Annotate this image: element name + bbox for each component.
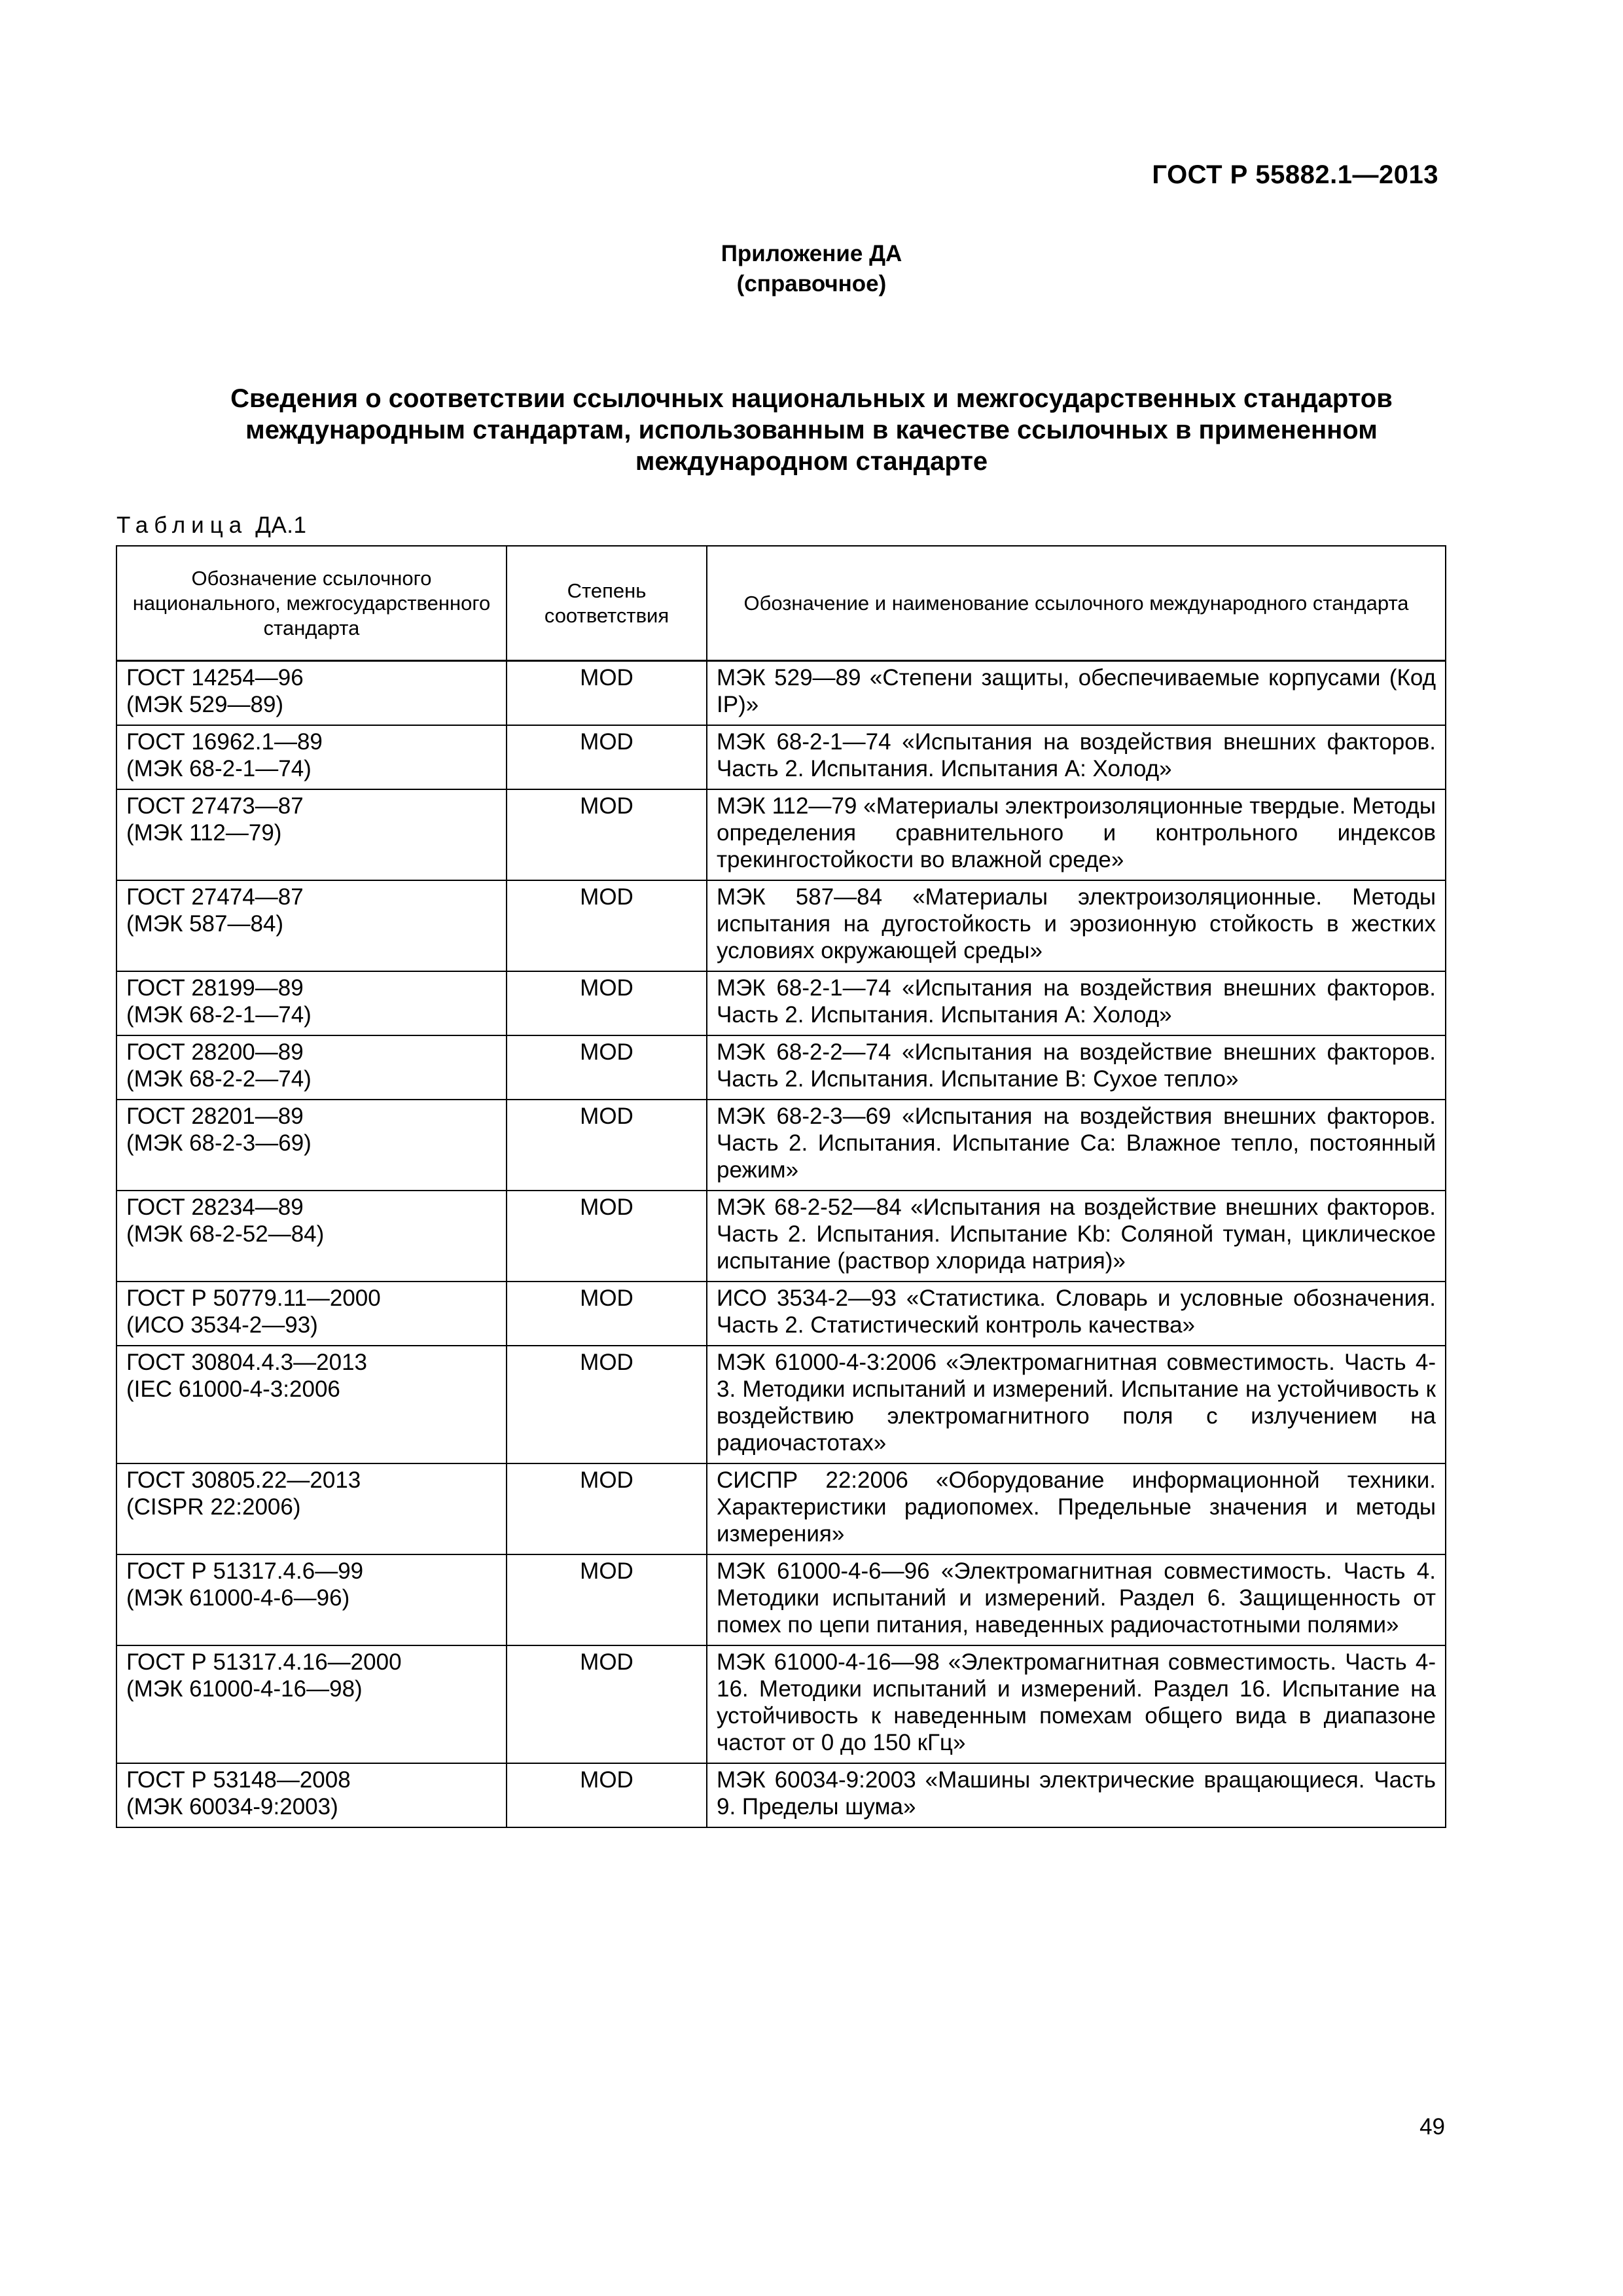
appendix-title: Приложение ДА <box>721 241 902 266</box>
national-standard-cell <box>116 1100 507 1191</box>
national-standard-reference: (МЭК 587—84) <box>126 911 284 937</box>
international-standard-cell: МЭК 112—79 «Материалы электроизоляционные твердые. Методы определения сравнительного и контрольного индексов трекингостойкости во влажной среде» <box>707 789 1446 880</box>
national-standard-code: ГОСТ 27474—87 <box>126 884 304 910</box>
table-row <box>116 661 1446 726</box>
national-standard-code: ГОСТ 16962.1—89 <box>126 729 323 755</box>
national-standard-reference: (МЭК 529—89) <box>126 692 284 717</box>
document-code: ГОСТ Р 55882.1—2013 <box>1152 160 1438 189</box>
table-row <box>116 789 1446 880</box>
table-row <box>116 1763 1446 1827</box>
table-row <box>116 1100 1446 1191</box>
national-standard-cell <box>116 789 507 880</box>
national-standard-reference: (МЭК 68-2-3—69) <box>126 1130 312 1156</box>
national-standard-reference: (МЭК 68-2-1—74) <box>126 1002 312 1028</box>
table-row <box>116 971 1446 1035</box>
national-standard-code: ГОСТ 28200—89 <box>126 1039 304 1065</box>
national-standard-cell <box>116 1463 507 1554</box>
national-standard-reference: (МЭК 61000-4-6—96) <box>126 1585 350 1611</box>
degree-cell: MOD <box>507 1463 707 1554</box>
international-standard-cell: МЭК 587—84 «Материалы электроизоляционные. Методы испытания на дугостойкость и эрозионную стойкость в жестких условиях окружающей среды» <box>707 880 1446 971</box>
degree-cell: MOD <box>507 880 707 971</box>
table-row <box>116 1554 1446 1645</box>
page-number: 49 <box>1419 2114 1445 2140</box>
national-standard-reference: (МЭК 112—79) <box>126 820 282 846</box>
national-standard-cell <box>116 971 507 1035</box>
degree-cell: MOD <box>507 1554 707 1645</box>
international-standard-cell: МЭК 61000-4-16—98 «Электромагнитная совместимость. Часть 4-16. Методики испытаний и измерений. Раздел 16. Испытание на устойчивость к наведенным помехам общего вида в диапазоне частот от 0 до 150 кГц» <box>707 1645 1446 1763</box>
national-standard-reference: (МЭК 60034-9:2003) <box>126 1794 338 1820</box>
table-row <box>116 880 1446 971</box>
national-standard-cell <box>116 1763 507 1827</box>
section-title-line: международном стандарте <box>635 447 988 476</box>
national-standard-code: ГОСТ 28199—89 <box>126 975 304 1001</box>
international-standard-cell: МЭК 68-2-1—74 «Испытания на воздействия внешних факторов. Часть 2. Испытания. Испытания А: Холод» <box>707 971 1446 1035</box>
degree-cell: MOD <box>507 1282 707 1346</box>
national-standard-reference: (IEC 61000-4-3:2006 <box>126 1376 340 1402</box>
national-standard-cell <box>116 1035 507 1100</box>
degree-cell: MOD <box>507 1346 707 1463</box>
national-standard-code: ГОСТ 14254—96 <box>126 665 304 691</box>
degree-cell: MOD <box>507 661 707 726</box>
international-standard-cell: МЭК 68-2-1—74 «Испытания на воздействия внешних факторов. Часть 2. Испытания. Испытания А: Холод» <box>707 725 1446 789</box>
degree-cell: MOD <box>507 1191 707 1282</box>
table-row <box>116 725 1446 789</box>
correspondence-table <box>116 545 1446 1828</box>
table-body <box>116 661 1446 1828</box>
table-row <box>116 1035 1446 1100</box>
appendix-heading <box>0 239 1623 299</box>
international-standard-cell: МЭК 61000-4-3:2006 «Электромагнитная совместимость. Часть 4-3. Методики испытаний и измерений. Испытание на устойчивость к воздействию электромагнитного поля с излучением на радиочастотах» <box>707 1346 1446 1463</box>
national-standard-cell <box>116 1191 507 1282</box>
international-standard-cell: СИСПР 22:2006 «Оборудование информационной техники. Характеристики радиопомех. Предельные значения и методы измерения» <box>707 1463 1446 1554</box>
degree-cell: MOD <box>507 971 707 1035</box>
international-standard-cell: ИСО 3534-2—93 «Статистика. Словарь и условные обозначения. Часть 2. Статистический контроль качества» <box>707 1282 1446 1346</box>
national-standard-reference: (ИСО 3534-2—93) <box>126 1312 318 1338</box>
national-standard-code: ГОСТ 28201—89 <box>126 1103 304 1129</box>
table-row <box>116 1645 1446 1763</box>
national-standard-cell <box>116 661 507 726</box>
national-standard-code: ГОСТ 27473—87 <box>126 793 304 819</box>
table-row <box>116 1346 1446 1463</box>
degree-cell: MOD <box>507 789 707 880</box>
national-standard-code: ГОСТ Р 53148—2008 <box>126 1767 351 1793</box>
international-standard-cell: МЭК 68-2-3—69 «Испытания на воздействия внешних факторов. Часть 2. Испытания. Испытание Са: Влажное тепло, постоянный режим» <box>707 1100 1446 1191</box>
table-caption-id: ДА.1 <box>255 512 307 538</box>
header-international-standard: Обозначение и наименование ссылочного международного стандарта <box>707 546 1446 661</box>
national-standard-reference: (МЭК 68-2-1—74) <box>126 756 312 781</box>
table-caption-word: Таблица <box>116 512 248 538</box>
national-standard-code: ГОСТ Р 50779.11—2000 <box>126 1285 381 1311</box>
appendix-subtitle: (справочное) <box>736 271 887 296</box>
national-standard-cell <box>116 1554 507 1645</box>
national-standard-code: ГОСТ Р 51317.4.16—2000 <box>126 1649 402 1675</box>
national-standard-code: ГОСТ 30805.22—2013 <box>126 1467 361 1493</box>
international-standard-cell: МЭК 529—89 «Степени защиты, обеспечиваемые корпусами (Код IP)» <box>707 661 1446 726</box>
national-standard-code: ГОСТ Р 51317.4.6—99 <box>126 1558 364 1584</box>
national-standard-code: ГОСТ 28234—89 <box>126 1194 304 1220</box>
degree-cell: MOD <box>507 1645 707 1763</box>
national-standard-reference: (CISPR 22:2006) <box>126 1494 301 1520</box>
table-row <box>116 1463 1446 1554</box>
national-standard-cell <box>116 725 507 789</box>
national-standard-reference: (МЭК 68-2-2—74) <box>126 1066 312 1092</box>
degree-cell: MOD <box>507 725 707 789</box>
national-standard-cell <box>116 1282 507 1346</box>
degree-cell: MOD <box>507 1763 707 1827</box>
national-standard-cell <box>116 880 507 971</box>
national-standard-reference: (МЭК 61000-4-16—98) <box>126 1676 363 1702</box>
table-header-row <box>116 546 1446 661</box>
international-standard-cell: МЭК 68-2-52—84 «Испытания на воздействие внешних факторов. Часть 2. Испытания. Испытание Kb: Соляной туман, циклическое испытание (раствор хлорида натрия)» <box>707 1191 1446 1282</box>
table-caption <box>116 512 306 539</box>
international-standard-cell: МЭК 68-2-2—74 «Испытания на воздействие внешних факторов. Часть 2. Испытания. Испытание В: Сухое тепло» <box>707 1035 1446 1100</box>
national-standard-code: ГОСТ 30804.4.3—2013 <box>126 1350 367 1375</box>
national-standard-cell <box>116 1346 507 1463</box>
national-standard-cell <box>116 1645 507 1763</box>
international-standard-cell: МЭК 60034-9:2003 «Машины электрические вращающиеся. Часть 9. Пределы шума» <box>707 1763 1446 1827</box>
national-standard-reference: (МЭК 68-2-52—84) <box>126 1221 325 1247</box>
degree-cell: MOD <box>507 1035 707 1100</box>
header-degree: Степень соответствия <box>507 546 707 661</box>
header-national-standard: Обозначение ссылочного национального, межгосударственного стандарта <box>116 546 507 661</box>
table-row <box>116 1191 1446 1282</box>
degree-cell: MOD <box>507 1100 707 1191</box>
section-title-line: Сведения о соответствии ссылочных национальных и межгосударственных стандартов <box>230 384 1393 413</box>
section-title-line: международным стандартам, использованным в качестве ссылочных в примененном <box>245 416 1378 444</box>
section-title <box>118 383 1505 477</box>
table-row <box>116 1282 1446 1346</box>
international-standard-cell: МЭК 61000-4-6—96 «Электромагнитная совместимость. Часть 4. Методики испытаний и измерений. Раздел 6. Защищенность от помех по цепи питания, наведенных радиочастотными полями» <box>707 1554 1446 1645</box>
